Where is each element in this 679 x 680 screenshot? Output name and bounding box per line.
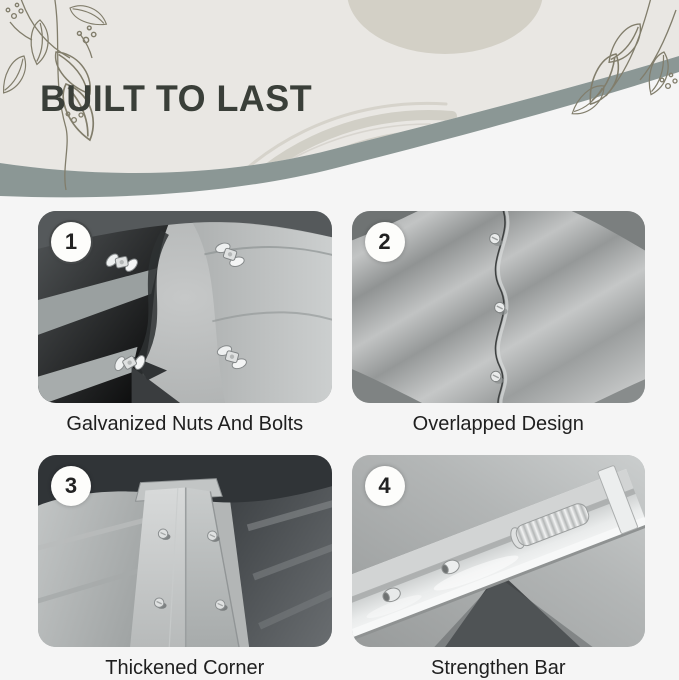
feature-caption: Thickened Corner	[105, 657, 265, 679]
feature-card-strengthen-bar	[352, 455, 646, 680]
feature-card-thickened-corner	[38, 455, 332, 680]
feature-image-corner	[38, 455, 332, 647]
feature-caption: Overlapped Design	[412, 413, 584, 435]
page-title: BUILT TO LAST	[40, 78, 313, 119]
feature-card-overlapped-design	[352, 211, 646, 436]
feature-image-wing-nuts	[38, 211, 332, 403]
feature-image-bar	[352, 455, 646, 647]
feature-card-galvanized-nuts	[38, 211, 332, 436]
feature-caption: Galvanized Nuts And Bolts	[66, 413, 304, 435]
feature-grid	[38, 211, 645, 680]
feature-number-badge: 2	[365, 222, 405, 262]
feature-number-badge: 4	[365, 466, 405, 506]
feature-image-overlap	[352, 211, 646, 403]
feature-number-badge: 1	[51, 222, 91, 262]
feature-caption: Strengthen Bar	[430, 657, 566, 679]
feature-number-badge: 3	[51, 466, 91, 506]
